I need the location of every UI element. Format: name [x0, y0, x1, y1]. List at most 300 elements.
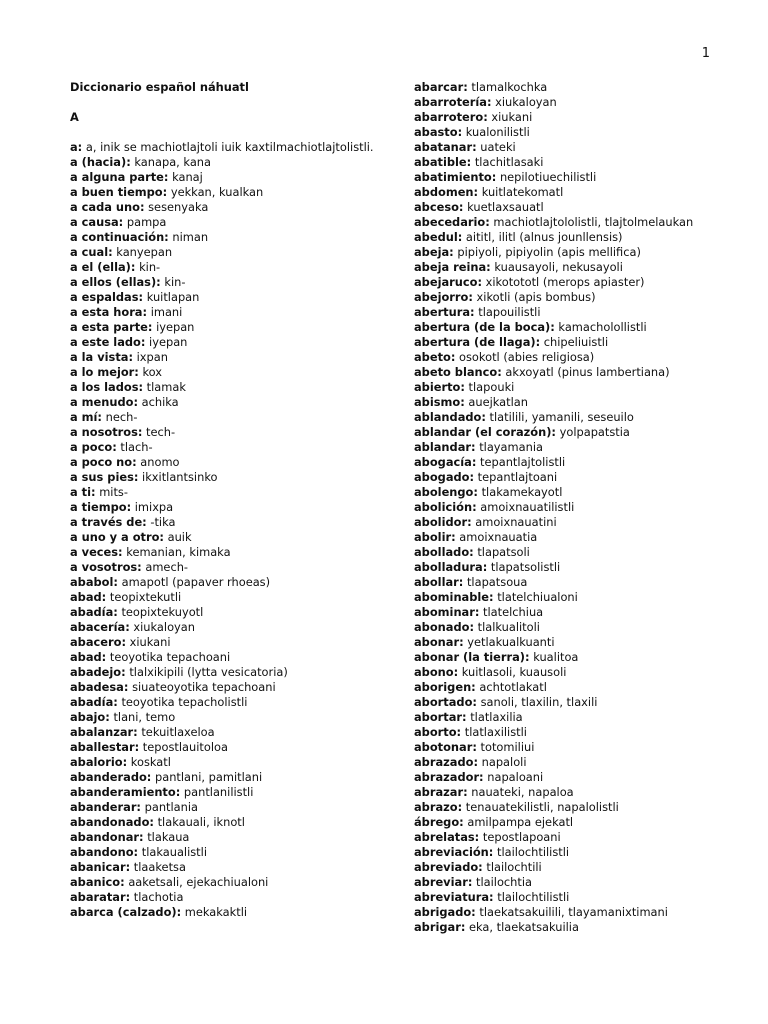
right-column [414, 80, 759, 935]
dictionary-entry [414, 635, 759, 650]
entry-headword: abajo: [70, 710, 110, 724]
entry-headword: abejaruco: [414, 275, 483, 289]
dictionary-entry [70, 710, 415, 725]
dictionary-entry [70, 170, 415, 185]
dictionary-entry [414, 605, 759, 620]
entry-headword: abrazador: [414, 770, 484, 784]
entry-headword: abonar (la tierra): [414, 650, 530, 664]
entry-definition: imixpa [134, 500, 174, 514]
dictionary-entry [70, 200, 415, 215]
entry-headword: abertura: [414, 305, 475, 319]
entry-definition: tech- [146, 425, 176, 439]
entry-definition: a, inik se machiotlajtoli iuik kaxtilmachiotlajtolistli. [85, 140, 374, 154]
entry-headword: abanderamiento: [70, 785, 181, 799]
left-entry-list [70, 140, 415, 920]
dictionary-entry [70, 770, 415, 785]
dictionary-entry [70, 455, 415, 470]
entry-definition: kuitlasoli, kuausoli [461, 665, 567, 679]
dictionary-entry [70, 530, 415, 545]
dictionary-entry [414, 410, 759, 425]
entry-headword: abad: [70, 650, 107, 664]
entry-headword: aborigen: [414, 680, 476, 694]
dictionary-entry [70, 800, 415, 815]
right-entry-list [414, 80, 759, 935]
entry-definition: tlailochtili [486, 860, 542, 874]
entry-definition: tlamak [146, 380, 186, 394]
entry-definition: tlakaua [147, 830, 190, 844]
entry-definition: tlani, temo [113, 710, 176, 724]
entry-definition: tlaekatsakuilili, tlayamanixtimani [479, 905, 668, 919]
entry-definition: tlayamania [479, 440, 543, 454]
entry-headword: ablandar: [414, 440, 476, 454]
dictionary-entry [414, 335, 759, 350]
dictionary-entry [70, 230, 415, 245]
entry-headword: a mí: [70, 410, 102, 424]
entry-headword: abogacía: [414, 455, 477, 469]
dictionary-entry [70, 380, 415, 395]
dictionary-entry [70, 515, 415, 530]
dictionary-entry [414, 455, 759, 470]
dictionary-entry [70, 500, 415, 515]
entry-headword: abrazar: [414, 785, 468, 799]
dictionary-entry [70, 245, 415, 260]
entry-definition: nech- [105, 410, 138, 424]
entry-headword: abadesa: [70, 680, 129, 694]
dictionary-entry [414, 230, 759, 245]
dictionary-entry [414, 215, 759, 230]
entry-headword: a menudo: [70, 395, 138, 409]
entry-definition: akxoyatl (pinus lambertiana) [505, 365, 670, 379]
dictionary-entry [414, 650, 759, 665]
dictionary-entry [414, 110, 759, 125]
entry-definition: tlapatsolistli [490, 560, 561, 574]
dictionary-entry [70, 440, 415, 455]
dictionary-entry [70, 620, 415, 635]
entry-headword: abortar: [414, 710, 467, 724]
dictionary-entry [70, 575, 415, 590]
entry-headword: a esta parte: [70, 320, 153, 334]
entry-definition: kualonilistli [465, 125, 530, 139]
page-number: 1 [701, 46, 710, 61]
entry-definition: kuitlatekomatl [481, 185, 564, 199]
entry-headword: a veces: [70, 545, 123, 559]
entry-definition: tlapatsoli [477, 545, 530, 559]
entry-headword: a los lados: [70, 380, 144, 394]
entry-definition: kanapa, kana [134, 155, 211, 169]
entry-definition: tlakauali, iknotl [157, 815, 245, 829]
dictionary-entry [414, 440, 759, 455]
entry-definition: tepantlajtoani [477, 470, 558, 484]
dictionary-entry [70, 740, 415, 755]
entry-headword: abatimiento: [414, 170, 497, 184]
entry-definition: yekkan, kualkan [170, 185, 264, 199]
dictionary-title: Diccionario español náhuatl [70, 80, 249, 94]
entry-definition: aaketsali, ejekachiualoni [128, 875, 269, 889]
entry-headword: abolir: [414, 530, 456, 544]
entry-headword: a cual: [70, 245, 113, 259]
entry-definition: tlapouki [468, 380, 515, 394]
dictionary-entry [414, 800, 759, 815]
entry-definition: aititl, ilitl (alnus jounllensis) [465, 230, 623, 244]
dictionary-entry [70, 350, 415, 365]
entry-definition: teopixtekuyotl [121, 605, 204, 619]
entry-definition: tlalxikipili (lytta vesicatoria) [129, 665, 288, 679]
entry-definition: amech- [145, 560, 189, 574]
dictionary-entry [414, 425, 759, 440]
entry-definition: tlalkualitoli [477, 620, 540, 634]
dictionary-entry [414, 710, 759, 725]
entry-headword: a vosotros: [70, 560, 142, 574]
dictionary-entry [414, 80, 759, 95]
entry-headword: ablandar (el corazón): [414, 425, 556, 439]
entry-definition: sesenyaka [148, 200, 209, 214]
entry-headword: abasto: [414, 125, 463, 139]
entry-definition: tlailochtilistli [496, 845, 570, 859]
entry-headword: a uno y a otro: [70, 530, 164, 544]
dictionary-entry [414, 350, 759, 365]
entry-definition: niman [172, 230, 209, 244]
entry-headword: a poco no: [70, 455, 137, 469]
dictionary-entry [70, 470, 415, 485]
dictionary-entry [70, 815, 415, 830]
entry-definition: amilpampa ejekatl [467, 815, 574, 829]
entry-headword: abogado: [414, 470, 475, 484]
entry-definition: amapotl (papaver rhoeas) [121, 575, 271, 589]
entry-headword: ábrego: [414, 815, 464, 829]
left-column [70, 80, 415, 920]
dictionary-entry [414, 770, 759, 785]
entry-headword: abierto: [414, 380, 465, 394]
entry-definition: tepostlapoani [482, 830, 561, 844]
entry-headword: ablandado: [414, 410, 486, 424]
entry-headword: a ti: [70, 485, 96, 499]
dictionary-entry [70, 890, 415, 905]
entry-definition: imani [150, 305, 183, 319]
dictionary-entry [70, 155, 415, 170]
dictionary-entry [70, 545, 415, 560]
dictionary-entry [70, 140, 415, 155]
entry-definition: pampa [126, 215, 167, 229]
entry-headword: ababol: [70, 575, 118, 589]
entry-headword: abolladura: [414, 560, 488, 574]
dictionary-entry [70, 650, 415, 665]
entry-definition: kemanian, kimaka [126, 545, 231, 559]
entry-headword: abacero: [70, 635, 127, 649]
dictionary-entry [70, 605, 415, 620]
entry-headword: abadía: [70, 605, 118, 619]
entry-definition: pipiyoli, pipiyolin (apis mellifica) [457, 245, 641, 259]
dictionary-entry [414, 515, 759, 530]
dictionary-entry [414, 170, 759, 185]
entry-definition: tlatlaxilistli [464, 725, 527, 739]
entry-definition: ikxitlantsinko [142, 470, 218, 484]
entry-headword: abreviatura: [414, 890, 494, 904]
entry-definition: kuetlaxsauatl [467, 200, 544, 214]
entry-headword: a la vista: [70, 350, 134, 364]
entry-headword: aballestar: [70, 740, 140, 754]
entry-headword: a tiempo: [70, 500, 132, 514]
entry-definition: tlachotia [133, 890, 184, 904]
entry-definition: nepilotiuechilistli [499, 170, 597, 184]
dictionary-entry [414, 380, 759, 395]
dictionary-entry [414, 815, 759, 830]
dictionary-entry [70, 695, 415, 710]
entry-definition: tlapatsoua [466, 575, 528, 589]
entry-definition: xiukani [129, 635, 171, 649]
entry-headword: abarrotería: [414, 95, 492, 109]
entry-definition: tlaaketsa [133, 860, 186, 874]
entry-definition: anomo [140, 455, 180, 469]
entry-headword: abreviar: [414, 875, 473, 889]
entry-definition: chipeliuistli [543, 335, 609, 349]
dictionary-entry [70, 485, 415, 500]
entry-headword: abalorio: [70, 755, 128, 769]
dictionary-entry [70, 590, 415, 605]
entry-definition: totomiliui [480, 740, 535, 754]
entry-headword: abanicar: [70, 860, 131, 874]
entry-definition: tlamalkochka [471, 80, 548, 94]
dictionary-entry [70, 365, 415, 380]
entry-definition: pantlani, pamitlani [154, 770, 263, 784]
dictionary-entry [70, 755, 415, 770]
entry-definition: kualitoa [533, 650, 579, 664]
dictionary-entry [414, 185, 759, 200]
dictionary-entry [414, 755, 759, 770]
entry-definition: iyepan [156, 320, 195, 334]
entry-definition: tlakaualistli [141, 845, 207, 859]
entry-definition: mekakaktli [184, 905, 248, 919]
dictionary-entry [414, 530, 759, 545]
entry-headword: abad: [70, 590, 107, 604]
entry-definition: tlatelchiua [483, 605, 544, 619]
entry-definition: nauateki, napaloa [471, 785, 574, 799]
dictionary-entry [414, 560, 759, 575]
dictionary-entry [414, 305, 759, 320]
entry-definition: tlatelchiualoni [497, 590, 578, 604]
entry-definition: machiotlajtololistli, tlajtolmelaukan [493, 215, 694, 229]
dictionary-entry [414, 290, 759, 305]
dictionary-entry [70, 725, 415, 740]
entry-headword: abeto blanco: [414, 365, 502, 379]
dictionary-entry [70, 275, 415, 290]
entry-definition: pantlania [144, 800, 199, 814]
dictionary-entry [414, 905, 759, 920]
entry-definition: tepostlauitoloa [142, 740, 228, 754]
dictionary-entry [414, 890, 759, 905]
entry-definition: tekuitlaxeloa [141, 725, 215, 739]
entry-headword: abandono: [70, 845, 139, 859]
entry-headword: abejorro: [414, 290, 473, 304]
dictionary-entry [70, 680, 415, 695]
entry-headword: abollado: [414, 545, 474, 559]
entry-definition: sanoli, tlaxilin, tlaxili [480, 695, 598, 709]
dictionary-entry [414, 665, 759, 680]
entry-definition: tepantlajtolistli [480, 455, 566, 469]
entry-headword: a través de: [70, 515, 147, 529]
dictionary-entry [70, 905, 415, 920]
entry-headword: abandonar: [70, 830, 144, 844]
entry-definition: eka, tlaekatsakuilia [469, 920, 579, 934]
dictionary-entry [414, 620, 759, 635]
entry-headword: abrelatas: [414, 830, 480, 844]
entry-definition: xikotototl (merops apiaster) [485, 275, 645, 289]
dictionary-entry [414, 575, 759, 590]
dictionary-entry [70, 320, 415, 335]
entry-headword: abolición: [414, 500, 477, 514]
entry-headword: aborto: [414, 725, 462, 739]
dictionary-entry [414, 245, 759, 260]
entry-headword: a cada uno: [70, 200, 145, 214]
entry-headword: abarrotero: [414, 110, 488, 124]
dictionary-entry [414, 140, 759, 155]
entry-headword: a continuación: [70, 230, 169, 244]
entry-definition: tlakamekayotl [481, 485, 563, 499]
entry-headword: abeto: [414, 350, 456, 364]
entry-headword: abeja reina: [414, 260, 491, 274]
entry-definition: kamacholollistli [558, 320, 647, 334]
dictionary-entry [70, 290, 415, 305]
dictionary-entry [414, 590, 759, 605]
entry-headword: a este lado: [70, 335, 146, 349]
entry-headword: abono: [414, 665, 459, 679]
entry-headword: a espaldas: [70, 290, 144, 304]
entry-headword: abismo: [414, 395, 465, 409]
entry-definition: yetlakualkuanti [467, 635, 555, 649]
entry-headword: abominable: [414, 590, 494, 604]
dictionary-entry [414, 95, 759, 110]
entry-headword: abanderar: [70, 800, 141, 814]
dictionary-entry [414, 500, 759, 515]
dictionary-entry [414, 920, 759, 935]
entry-headword: abandonado: [70, 815, 154, 829]
dictionary-entry [414, 470, 759, 485]
entry-headword: a el (ella): [70, 260, 136, 274]
entry-definition: kox [142, 365, 163, 379]
entry-definition: kin- [139, 260, 161, 274]
dictionary-entry [414, 320, 759, 335]
dictionary-entry [70, 830, 415, 845]
dictionary-entry [70, 215, 415, 230]
entry-headword: abatible: [414, 155, 472, 169]
entry-definition: kanyepan [116, 245, 173, 259]
dictionary-entry [414, 740, 759, 755]
entry-headword: abceso: [414, 200, 464, 214]
dictionary-entry [70, 335, 415, 350]
entry-definition: tlapouilistli [478, 305, 541, 319]
entry-headword: abonado: [414, 620, 474, 634]
dictionary-entry [414, 725, 759, 740]
entry-headword: abatanar: [414, 140, 477, 154]
entry-headword: abertura (de llaga): [414, 335, 541, 349]
entry-definition: -tika [150, 515, 176, 529]
dictionary-entry [414, 260, 759, 275]
entry-definition: teoyotika tepachoani [109, 650, 231, 664]
entry-definition: kuausayoli, nekusayoli [494, 260, 623, 274]
entry-headword: abecedario: [414, 215, 490, 229]
entry-definition: tlatlaxilia [470, 710, 523, 724]
entry-definition: ixpan [136, 350, 168, 364]
entry-definition: auik [167, 530, 192, 544]
entry-definition: tlach- [120, 440, 153, 454]
dictionary-entry [70, 845, 415, 860]
dictionary-entry [70, 185, 415, 200]
entry-headword: a alguna parte: [70, 170, 169, 184]
dictionary-entry [414, 125, 759, 140]
entry-headword: a esta hora: [70, 305, 148, 319]
dictionary-entry [414, 155, 759, 170]
entry-definition: amoixnauatilistli [480, 500, 575, 514]
entry-definition: kanaj [172, 170, 203, 184]
entry-headword: abreviación: [414, 845, 494, 859]
entry-headword: a ellos (ellas): [70, 275, 161, 289]
entry-headword: abdomen: [414, 185, 479, 199]
entry-headword: abortado: [414, 695, 477, 709]
entry-headword: a sus pies: [70, 470, 139, 484]
dictionary-entry [414, 545, 759, 560]
entry-headword: a: [70, 140, 83, 154]
section-letter: A [70, 110, 79, 124]
entry-headword: abollar: [414, 575, 464, 589]
dictionary-entry [70, 410, 415, 425]
entry-headword: abacería: [70, 620, 130, 634]
dictionary-entry [70, 395, 415, 410]
entry-definition: napaloli [481, 755, 527, 769]
entry-definition: pantlanilistli [183, 785, 254, 799]
dictionary-entry [414, 275, 759, 290]
entry-definition: xiukani [491, 110, 533, 124]
dictionary-entry [414, 200, 759, 215]
dictionary-entry [414, 695, 759, 710]
entry-headword: abertura (de la boca): [414, 320, 555, 334]
dictionary-entry [70, 875, 415, 890]
entry-headword: abrazo: [414, 800, 463, 814]
dictionary-entry [70, 560, 415, 575]
entry-definition: xiukaloyan [495, 95, 557, 109]
dictionary-entry [70, 860, 415, 875]
entry-headword: a lo mejor: [70, 365, 139, 379]
dictionary-entry [414, 875, 759, 890]
dictionary-entry [70, 665, 415, 680]
entry-headword: abominar: [414, 605, 480, 619]
entry-headword: abaratar: [70, 890, 131, 904]
entry-definition: uateki [480, 140, 516, 154]
entry-headword: abotonar: [414, 740, 477, 754]
entry-definition: tlatilili, yamanili, seseuilo [489, 410, 634, 424]
entry-headword: abrigado: [414, 905, 476, 919]
entry-definition: napaloani [487, 770, 544, 784]
entry-headword: abreviado: [414, 860, 483, 874]
entry-headword: abalanzar: [70, 725, 138, 739]
dictionary-entry [70, 305, 415, 320]
entry-headword: a buen tiempo: [70, 185, 168, 199]
entry-definition: yolpapatstia [559, 425, 630, 439]
dictionary-entry [414, 860, 759, 875]
entry-definition: xikotli (apis bombus) [476, 290, 596, 304]
entry-definition: teopixtekutli [109, 590, 182, 604]
dictionary-entry [70, 425, 415, 440]
entry-definition: kuitlapan [146, 290, 200, 304]
entry-definition: tlailochtilistli [497, 890, 570, 904]
dictionary-entry [70, 635, 415, 650]
entry-headword: a causa: [70, 215, 124, 229]
entry-definition: tlailochtia [476, 875, 533, 889]
dictionary-entry [414, 680, 759, 695]
entry-headword: abarca (calzado): [70, 905, 182, 919]
entry-definition: osokotl (abies religiosa) [459, 350, 595, 364]
entry-headword: abrigar: [414, 920, 466, 934]
dictionary-entry [414, 830, 759, 845]
entry-headword: abarcar: [414, 80, 468, 94]
